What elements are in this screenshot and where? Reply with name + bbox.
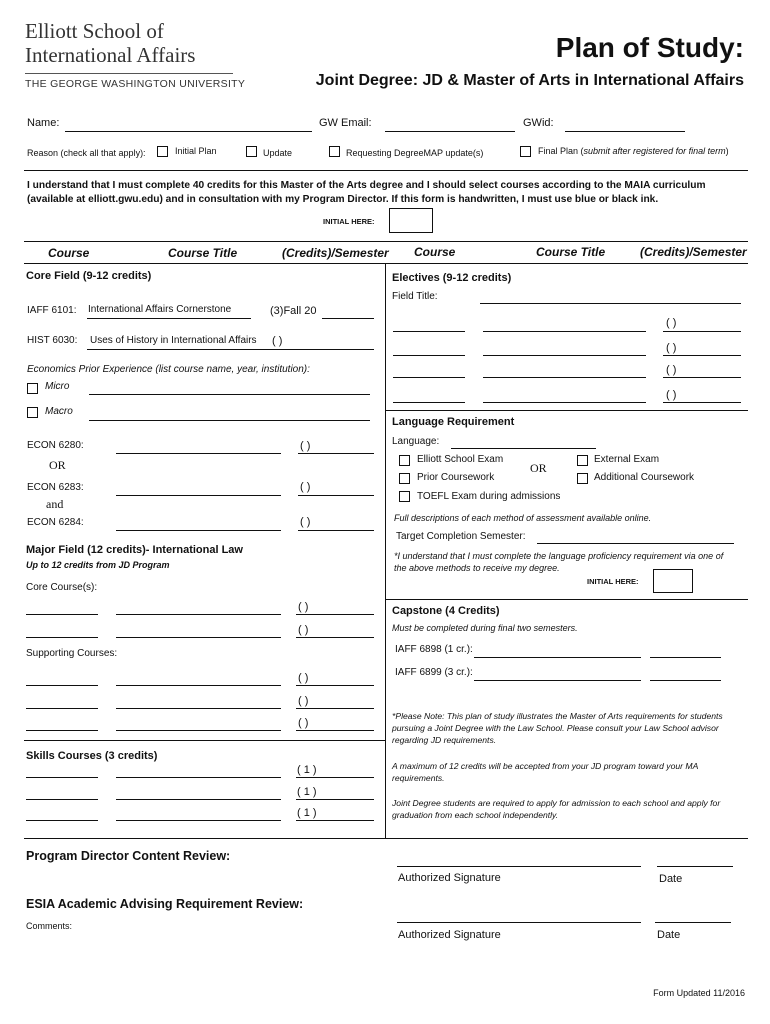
- reason-initial-checkbox[interactable]: [157, 146, 168, 157]
- target-semester-label: Target Completion Semester:: [396, 531, 526, 542]
- reason-final-label: Final Plan (submit after registered for final term): [538, 146, 729, 156]
- page-subtitle: Joint Degree: JD & Master of Arts in International Affairs: [315, 72, 744, 89]
- director-date-field[interactable]: [657, 866, 733, 867]
- major-field-heading: Major Field (12 credits)- International Law: [26, 544, 243, 556]
- hist6030-title: Uses of History in International Affairs: [90, 335, 257, 346]
- column-divider: [385, 263, 386, 838]
- esia-date-label: Date: [657, 929, 681, 941]
- iaff6101-code: IAFF 6101:: [27, 305, 77, 316]
- field-title-label: Field Title:: [392, 291, 438, 302]
- skills-divider: [24, 740, 385, 741]
- core-course-2-code[interactable]: [26, 637, 98, 638]
- language-or-label: OR: [530, 461, 547, 475]
- capstone-note: Must be completed during final two semesters.: [392, 623, 578, 633]
- skills-course-1-credits: ( 1 ): [297, 764, 317, 776]
- econ6284-semester-field[interactable]: [298, 530, 374, 531]
- elliott-exam-label: Elliott School Exam: [417, 454, 504, 465]
- support-course-3-code[interactable]: [26, 730, 98, 731]
- skills-course-2-credits: ( 1 ): [297, 786, 317, 798]
- elective-4-code[interactable]: [393, 402, 465, 403]
- col-header-title-left: Course Title: [168, 246, 238, 260]
- joint-degree-line1: Joint Degree students are required to apply for admission to each school and apply for: [392, 798, 721, 808]
- reason-initial-label: Initial Plan: [175, 146, 217, 156]
- econ-and-label: and: [46, 497, 64, 511]
- language-initial-box[interactable]: [653, 569, 693, 593]
- elective-2-code[interactable]: [393, 355, 465, 356]
- prior-coursework-checkbox[interactable]: [399, 473, 410, 484]
- section-divider-review: [24, 838, 748, 839]
- skills-course-1-semester[interactable]: [296, 777, 374, 778]
- econ-or-label: OR: [49, 458, 66, 472]
- econ6283-semester-field[interactable]: [298, 495, 374, 496]
- additional-coursework-label: Additional Coursework: [594, 472, 695, 483]
- elective-3-title[interactable]: [483, 377, 646, 378]
- skills-course-3-title[interactable]: [116, 820, 281, 821]
- gwid-label: GWid:: [523, 117, 554, 129]
- column-header-divider: [24, 263, 748, 264]
- hist6030-credits: ( ): [272, 335, 283, 347]
- major-field-sub: Up to 12 credits from JD Program: [26, 560, 170, 570]
- toefl-checkbox[interactable]: [399, 491, 410, 502]
- elective-3-credits: ( ): [666, 364, 677, 376]
- comments-label: Comments:: [26, 921, 73, 931]
- support-course-2-code[interactable]: [26, 708, 98, 709]
- elective-1-title[interactable]: [483, 331, 646, 332]
- core-course-2-credits: ( ): [298, 624, 309, 636]
- iaff6101-title: International Affairs Cornerstone: [88, 304, 232, 315]
- core-course-1-credits: ( ): [298, 601, 309, 613]
- skills-course-3-credits: ( 1 ): [297, 807, 317, 819]
- elective-4-title[interactable]: [483, 402, 646, 403]
- support-course-3-credits: ( ): [298, 717, 309, 729]
- language-label: Language:: [392, 436, 440, 447]
- max-credits-line2: requirements.: [392, 773, 445, 783]
- econ6284-code: ECON 6284:: [27, 517, 84, 528]
- page-title: Plan of Study:: [555, 32, 744, 63]
- supporting-courses-label: Supporting Courses:: [26, 648, 118, 659]
- micro-checkbox[interactable]: [27, 383, 38, 394]
- director-review-heading: Program Director Content Review:: [26, 849, 231, 863]
- iaff6101-title-line: [87, 318, 251, 319]
- elective-4-credits: ( ): [666, 389, 677, 401]
- external-exam-checkbox[interactable]: [577, 455, 588, 466]
- director-signature-label: Authorized Signature: [398, 872, 501, 884]
- col-header-course-right: Course: [414, 245, 456, 259]
- esia-signature-field[interactable]: [397, 922, 641, 923]
- econ6283-code: ECON 6283:: [27, 482, 84, 493]
- elective-1-code[interactable]: [393, 331, 465, 332]
- joint-degree-line2: graduation from each school independently.: [392, 810, 559, 820]
- iaff6898-label: IAFF 6898 (1 cr.):: [395, 644, 473, 655]
- econ-note: Economics Prior Experience (list course name, year, institution):: [27, 364, 310, 375]
- elective-3-semester[interactable]: [663, 377, 741, 378]
- language-divider: [385, 410, 748, 411]
- prior-coursework-label: Prior Coursework: [417, 472, 495, 483]
- econ6280-code: ECON 6280:: [27, 440, 84, 451]
- support-course-1-title[interactable]: [116, 685, 281, 686]
- macro-label: Macro: [45, 406, 73, 417]
- field-title-field[interactable]: [480, 303, 741, 304]
- please-note-line3: regarding JD requirements.: [392, 735, 497, 745]
- gwid-field[interactable]: [565, 131, 685, 132]
- econ6280-credits: ( ): [300, 440, 311, 452]
- elective-1-credits: ( ): [666, 317, 677, 329]
- core-courses-label: Core Course(s):: [26, 582, 98, 593]
- support-course-2-semester[interactable]: [296, 708, 374, 709]
- statement-initial-box[interactable]: [389, 208, 433, 233]
- skills-course-2-code[interactable]: [26, 799, 98, 800]
- statement-initial-label: INITIAL HERE:: [323, 217, 375, 226]
- micro-label: Micro: [45, 381, 70, 392]
- elective-2-semester[interactable]: [663, 355, 741, 356]
- core-course-2-title[interactable]: [116, 637, 281, 638]
- reason-update-checkbox[interactable]: [246, 146, 257, 157]
- iaff6101-credits: (3)Fall 20: [270, 305, 317, 317]
- please-note-line2: pursuing a Joint Degree with the Law School. Please consult your Law School advisor: [392, 723, 719, 733]
- section-divider-columns: [24, 241, 748, 242]
- iaff6101-semester-field[interactable]: [322, 318, 374, 319]
- econ6283-title-field[interactable]: [116, 495, 281, 496]
- director-date-label: Date: [659, 873, 683, 885]
- language-initial-label: INITIAL HERE:: [587, 577, 639, 586]
- skills-course-2-semester[interactable]: [296, 799, 374, 800]
- support-course-2-credits: ( ): [298, 695, 309, 707]
- university-name: THE GEORGE WASHINGTON UNIVERSITY: [25, 78, 246, 90]
- skills-course-2-title[interactable]: [116, 799, 281, 800]
- elective-2-title[interactable]: [483, 355, 646, 356]
- reason-degreemap-label: Requesting DegreeMAP update(s): [346, 148, 484, 158]
- electives-heading: Electives (9-12 credits): [392, 272, 512, 284]
- reason-update-label: Update: [263, 148, 293, 158]
- esia-date-field[interactable]: [655, 922, 731, 923]
- statement-line2: (available at elliott.gwu.edu) and in consultation with my Program Director. If this form is handwritten, I must use blue or black ink.: [27, 194, 659, 205]
- language-field[interactable]: [451, 448, 596, 449]
- econ6280-semester-field[interactable]: [298, 453, 374, 454]
- col-header-credits-right: (Credits)/Semester: [640, 245, 747, 259]
- micro-field[interactable]: [89, 394, 370, 395]
- hist6030-line[interactable]: [87, 349, 374, 350]
- iaff6899-label: IAFF 6899 (3 cr.):: [395, 667, 473, 678]
- language-understand-line2: the above methods to receive my degree.: [394, 563, 560, 573]
- max-credits-line1: A maximum of 12 credits will be accepted from your JD program toward your MA: [392, 761, 699, 771]
- support-course-3-title[interactable]: [116, 730, 281, 731]
- support-course-1-semester[interactable]: [296, 685, 374, 686]
- elective-2-credits: ( ): [666, 342, 677, 354]
- iaff6898-semester-field[interactable]: [650, 657, 721, 658]
- capstone-divider: [385, 599, 748, 600]
- core-field-heading: Core Field (9-12 credits): [26, 270, 152, 282]
- core-course-1-semester[interactable]: [296, 614, 374, 615]
- econ6280-title-field[interactable]: [116, 453, 281, 454]
- school-name-line1: Elliott School of: [25, 19, 164, 43]
- statement-line1: I understand that I must complete 40 credits for this Master of the Arts degree and I should select courses according to the MAIA curriculum: [27, 180, 706, 191]
- col-header-credits-left: (Credits)/Semester: [282, 246, 389, 260]
- email-label: GW Email:: [319, 117, 372, 129]
- please-note-line1: *Please Note: This plan of study illustrates the Master of Arts requirements for students: [392, 711, 723, 721]
- name-field[interactable]: [65, 131, 312, 132]
- language-heading: Language Requirement: [392, 416, 515, 428]
- email-field[interactable]: [385, 131, 515, 132]
- core-course-1-title[interactable]: [116, 614, 281, 615]
- iaff6899-semester-field[interactable]: [650, 680, 721, 681]
- reason-final-checkbox[interactable]: [520, 146, 531, 157]
- school-name-line2: International Affairs: [25, 43, 196, 67]
- reason-label: Reason (check all that apply):: [27, 148, 146, 158]
- skills-heading: Skills Courses (3 credits): [26, 750, 158, 762]
- name-label: Name:: [27, 117, 60, 129]
- elective-3-code[interactable]: [393, 377, 465, 378]
- col-header-course-left: Course: [48, 246, 90, 260]
- capstone-heading: Capstone (4 Credits): [392, 605, 500, 617]
- elective-4-semester[interactable]: [663, 402, 741, 403]
- support-course-1-credits: ( ): [298, 672, 309, 684]
- core-course-1-code[interactable]: [26, 614, 98, 615]
- language-understand-line1: *I understand that I must complete the language proficiency requirement via one of: [394, 551, 724, 561]
- skills-course-3-code[interactable]: [26, 820, 98, 821]
- toefl-label: TOEFL Exam during admissions: [417, 491, 561, 502]
- external-exam-label: External Exam: [594, 454, 660, 465]
- econ6284-credits: ( ): [300, 516, 311, 528]
- core-course-2-semester[interactable]: [296, 637, 374, 638]
- macro-checkbox[interactable]: [27, 407, 38, 418]
- skills-course-1-title[interactable]: [116, 777, 281, 778]
- macro-field[interactable]: [89, 420, 370, 421]
- iaff6899-title-field[interactable]: [474, 680, 641, 681]
- support-course-1-code[interactable]: [26, 685, 98, 686]
- reason-degreemap-checkbox[interactable]: [329, 146, 340, 157]
- elliott-exam-checkbox[interactable]: [399, 455, 410, 466]
- iaff6898-title-field[interactable]: [474, 657, 641, 658]
- support-course-2-title[interactable]: [116, 708, 281, 709]
- section-divider-top: [24, 170, 748, 171]
- skills-course-1-code[interactable]: [26, 777, 98, 778]
- form-updated: Form Updated 11/2016: [653, 988, 745, 998]
- econ6284-title-field[interactable]: [116, 530, 281, 531]
- esia-signature-label: Authorized Signature: [398, 929, 501, 941]
- hist6030-code: HIST 6030:: [27, 335, 78, 346]
- col-header-title-right: Course Title: [536, 245, 606, 259]
- econ6283-credits: ( ): [300, 481, 311, 493]
- director-signature-field[interactable]: [397, 866, 641, 867]
- esia-review-heading: ESIA Academic Advising Requirement Review:: [26, 897, 304, 911]
- logo-divider: [25, 73, 233, 74]
- skills-course-3-semester[interactable]: [296, 820, 374, 821]
- target-semester-field[interactable]: [537, 543, 734, 544]
- additional-coursework-checkbox[interactable]: [577, 473, 588, 484]
- full-descriptions-note: Full descriptions of each method of assessment available online.: [394, 513, 652, 523]
- support-course-3-semester[interactable]: [296, 730, 374, 731]
- elective-1-semester[interactable]: [663, 331, 741, 332]
